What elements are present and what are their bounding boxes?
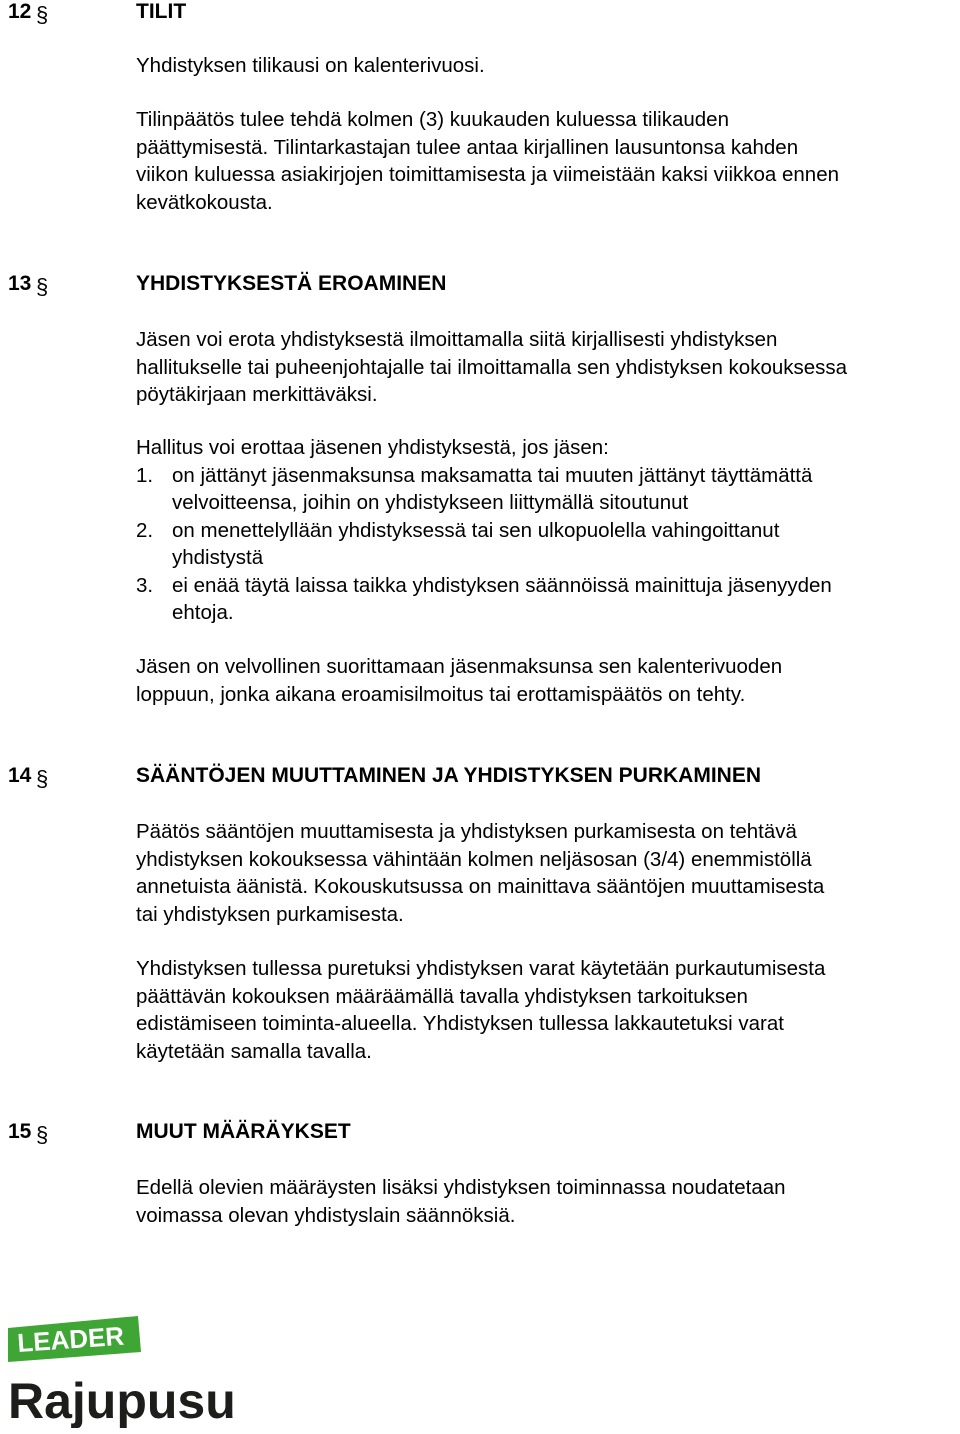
text-line: käytetään samalla tavalla. <box>136 1039 372 1063</box>
section-title: SÄÄNTÖJEN MUUTTAMINEN JA YHDISTYKSEN PURKAMINEN <box>136 764 761 787</box>
paragraph <box>136 52 960 80</box>
section-title: YHDISTYKSESTÄ EROAMINEN <box>136 272 447 295</box>
text-line: Jäsen on velvollinen suorittamaan jäsenmaksunsa sen kalenterivuoden <box>136 655 783 678</box>
text-line: hallitukselle tai puheenjohtajalle tai ilmoittamalla sen yhdistyksen kokouksessa <box>136 355 848 379</box>
text-line: viikon kuluessa asiakirjojen toimittamisesta ja viimeistään kaksi viikkoa ennen <box>136 163 840 186</box>
paragraph <box>136 955 960 1065</box>
text-line: ei enää täytä laissa taikka yhdistyksen säännöissä mainittuja jäsenyyden <box>172 573 832 597</box>
paragraph <box>136 653 960 708</box>
text-line: edistämiseen toiminta-alueella. Yhdistyksen tullessa lakkautetuksi varat <box>136 1012 784 1035</box>
text-line: ehtoja. <box>172 601 234 624</box>
text-line: Jäsen voi erota yhdistyksestä ilmoittamalla siitä kirjallisesti yhdistyksen <box>136 328 778 351</box>
text-line: on menettelyllään yhdistyksessä tai sen ulkopuolella vahingoittanut <box>172 518 780 542</box>
section-symbol: § <box>36 2 49 27</box>
text-line: Päätös sääntöjen muuttamisesta ja yhdistyksen purkamisesta on tehtävä <box>136 820 797 843</box>
text-line: päättymisestä. Tilintarkastajan tulee antaa kirjallinen lausuntonsa kahden <box>136 135 799 159</box>
text-line: Tilinpäätös tulee tehdä kolmen (3) kuukauden kuluessa tilikauden <box>136 108 729 131</box>
list-item <box>136 572 960 627</box>
text-line: voimassa olevan yhdistyslain säännöksiä. <box>136 1203 516 1227</box>
text-line: Yhdistyksen tilikausi on kalenterivuosi. <box>136 54 485 77</box>
list-item <box>136 517 960 572</box>
text-line: pöytäkirjaan merkittäväksi. <box>136 383 378 406</box>
list-block <box>136 434 960 627</box>
text-line: päättävän kokouksen määräämällä tavalla yhdistyksen tarkoituksen <box>136 984 748 1008</box>
section-12 <box>0 0 960 214</box>
text-line: kevätkokousta. <box>136 190 273 214</box>
list-marker: 2. <box>136 518 154 542</box>
section-symbol: § <box>36 1122 49 1147</box>
section-symbol: § <box>36 766 49 791</box>
section-heading <box>0 0 960 28</box>
rajupusu-wordmark: Rajupusu <box>8 1373 236 1428</box>
text-line: annetuista äänistä. Kokouskutsussa on mainittava sääntöjen muuttamisesta <box>136 875 825 898</box>
logo-graphic <box>6 1312 236 1428</box>
list-item <box>136 462 960 517</box>
section-heading <box>0 1120 960 1148</box>
section-14 <box>0 764 960 1063</box>
section-number: 12 <box>8 0 32 23</box>
text-line: Edellä olevien määräysten lisäksi yhdistyksen toiminnassa noudatetaan <box>136 1176 786 1199</box>
section-symbol: § <box>36 274 49 299</box>
text-line: yhdistyksen kokouksessa vähintään kolmen neljäsosan (3/4) enemmistöllä <box>136 847 812 871</box>
section-13 <box>0 272 960 706</box>
paragraph <box>136 326 960 409</box>
section-heading <box>0 764 960 792</box>
list-intro: Hallitus voi erottaa jäsenen yhdistyksestä, jos jäsen: <box>136 436 609 459</box>
section-number: 15 <box>8 1120 32 1143</box>
paragraph <box>136 106 960 216</box>
text-line: yhdistystä <box>172 546 264 569</box>
section-title: MUUT MÄÄRÄYKSET <box>136 1120 351 1143</box>
leader-badge-text: LEADER <box>16 1320 126 1358</box>
text-line: tai yhdistyksen purkamisesta. <box>136 902 404 926</box>
list-marker: 3. <box>136 573 154 597</box>
text-line: velvoitteensa, joihin on yhdistykseen liittymällä sitoutunut <box>172 491 689 514</box>
leader-rajupusu-logo <box>6 1312 236 1428</box>
section-number: 14 <box>8 764 32 787</box>
paragraph <box>136 1174 960 1229</box>
section-heading <box>0 272 960 300</box>
text-line: loppuun, jonka aikana eroamisilmoitus tai erottamispäätös on tehty. <box>136 682 746 706</box>
text-line: Yhdistyksen tullessa puretuksi yhdistyksen varat käytetään purkautumisesta <box>136 957 826 980</box>
section-15 <box>0 1120 960 1227</box>
list-marker: 1. <box>136 463 154 487</box>
section-number: 13 <box>8 272 32 295</box>
text-line: on jättänyt jäsenmaksunsa maksamatta tai muuten jättänyt täyttämättä <box>172 463 813 487</box>
section-title: TILIT <box>136 0 187 23</box>
paragraph <box>136 818 960 928</box>
